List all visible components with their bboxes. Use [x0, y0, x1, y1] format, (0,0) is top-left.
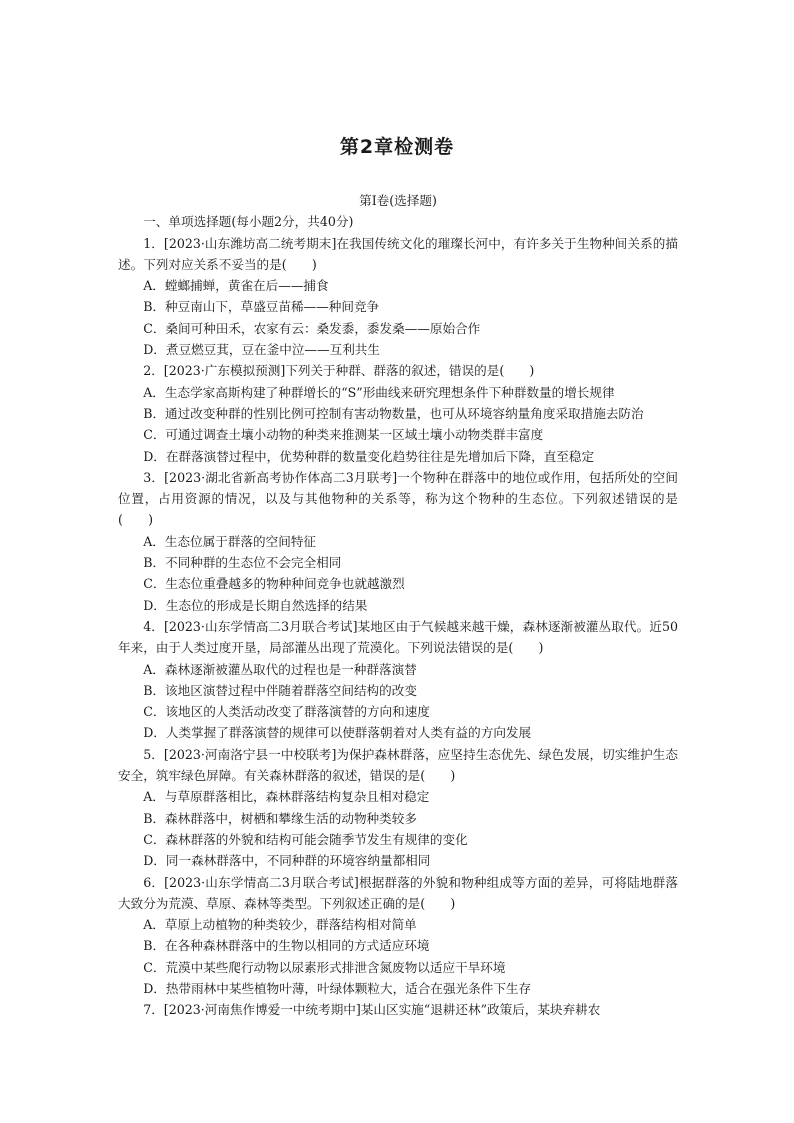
section-heading: 一、单项选择题(每小题2分，共40分) [143, 214, 354, 230]
option-d: D．人类掌握了群落演替的规律可以使群落朝着对人类有益的方向发展 [143, 725, 532, 741]
option-b: B．该地区演替过程中伴随着群落空间结构的改变 [143, 682, 417, 698]
question-stem: 1．[2023·山东潍坊高二统考期末]在我国传统文化的璀璨长河中，有许多关于生物种间关系的描述。下列对应关系不妥当的是( ) [118, 235, 678, 272]
question-2 [118, 360, 678, 466]
exam-content [118, 190, 678, 1021]
question-stem: 4．[2023·山东学情高二3月联合考试]某地区由于气候越来越干燥，森林逐渐被灌丛取代。近50年来，由于人类过度开垦，局部灌丛出现了荒漠化。下列说法错误的是( ) [118, 618, 678, 656]
question-7 [118, 999, 678, 1020]
option-c: C．可通过调查土壤小动物的种类来推测某一区域土壤小动物类群丰富度 [143, 427, 544, 443]
question-stem: 3．[2023·湖北省新高考协作体高二3月联考]一个物种在群落中的地位或作用，包括所处的空间位置，占用资源的情况，以及与其他物种的关系等，称为这个物种的生态位。下列叙述错误的是( ) [118, 469, 678, 528]
option-b: B．通过改变种群的性别比例可控制有害动物数量，也可从环境容纳量角度采取措施去防治 [143, 405, 644, 421]
question-stem: 2．[2023·广东模拟预测]下列关于种群、群落的叙述，错误的是( ) [143, 363, 535, 379]
question-5 [118, 744, 678, 872]
option-d: D．在群落演替过程中，优势种群的数量变化趋势往往是先增加后下降，直至稳定 [143, 448, 595, 464]
option-d: D．热带雨林中某些植物叶薄，叶绿体颗粒大，适合在强光条件下生存 [143, 980, 532, 996]
question-stem: 6．[2023·山东学情高二3月联合考试]根据群落的外貌和物种组成等方面的差异，可将陆地群落大致分为荒漠、草原、森林等类型。下列叙述正确的是( ) [118, 874, 678, 911]
option-a: A．生态学家高斯构建了种群增长的“S”形曲线来研究理想条件下种群数量的增长规律 [143, 384, 615, 400]
question-6 [118, 872, 678, 1000]
question-4 [118, 616, 678, 744]
option-a: A．生态位属于群落的空间特征 [143, 533, 317, 549]
option-a: A．森林逐渐被灌丛取代的过程也是一种群落演替 [143, 661, 417, 677]
question-stem: 7．[2023·河南焦作博爱一中统考期中]某山区实施“退耕还林”政策后，某块弃耕农 [143, 1002, 601, 1018]
question-1 [118, 233, 678, 361]
option-c: C．森林群落的外貌和结构可能会随季节发生有规律的变化 [143, 831, 468, 847]
option-b: B．在各种森林群落中的生物以相同的方式适应环境 [143, 938, 430, 954]
option-b: B．森林群落中，树栖和攀缘生活的动物种类较多 [143, 810, 417, 826]
option-a: A．草原上动植物的种类较少，群落结构相对简单 [143, 917, 417, 933]
option-d: D．煮豆燃豆萁，豆在釜中泣——互利共生 [143, 342, 380, 358]
question-stem: 5．[2023·河南洛宁县一中校联考]为保护森林群落，应坚持生态优先、绿色发展，切实维护生态安全，筑牢绿色屏障。有关森林群落的叙述，错误的是( ) [118, 746, 678, 784]
question-3 [118, 467, 678, 616]
option-b: B．不同种群的生态位不会完全相同 [143, 555, 342, 571]
option-d: D．同一森林群落中，不同种群的环境容纳量都相同 [143, 853, 431, 869]
option-a: A．与草原群落相比，森林群落结构复杂且相对稳定 [143, 789, 430, 805]
option-d: D．生态位的形成是长期自然选择的结果 [143, 597, 368, 613]
option-a: A．螳螂捕蝉，黄雀在后——捕食 [143, 278, 329, 294]
option-c: C．荒漠中某些爬行动物以尿素形式排泄含氮废物以适应干旱环境 [143, 959, 506, 975]
option-b: B．种豆南山下，草盛豆苗稀——种间竞争 [143, 299, 380, 315]
volume-subtitle: 第Ⅰ卷(选择题) [359, 193, 437, 208]
option-c: C．生态位重叠越多的物种种间竞争也就越激烈 [143, 576, 405, 592]
option-c: C．该地区的人类活动改变了群落演替的方向和速度 [143, 704, 430, 720]
option-c: C．桑间可种田禾，农家有云：桑发黍，黍发桑——原始合作 [143, 320, 481, 336]
page-title: 第2章检测卷 [339, 136, 455, 158]
